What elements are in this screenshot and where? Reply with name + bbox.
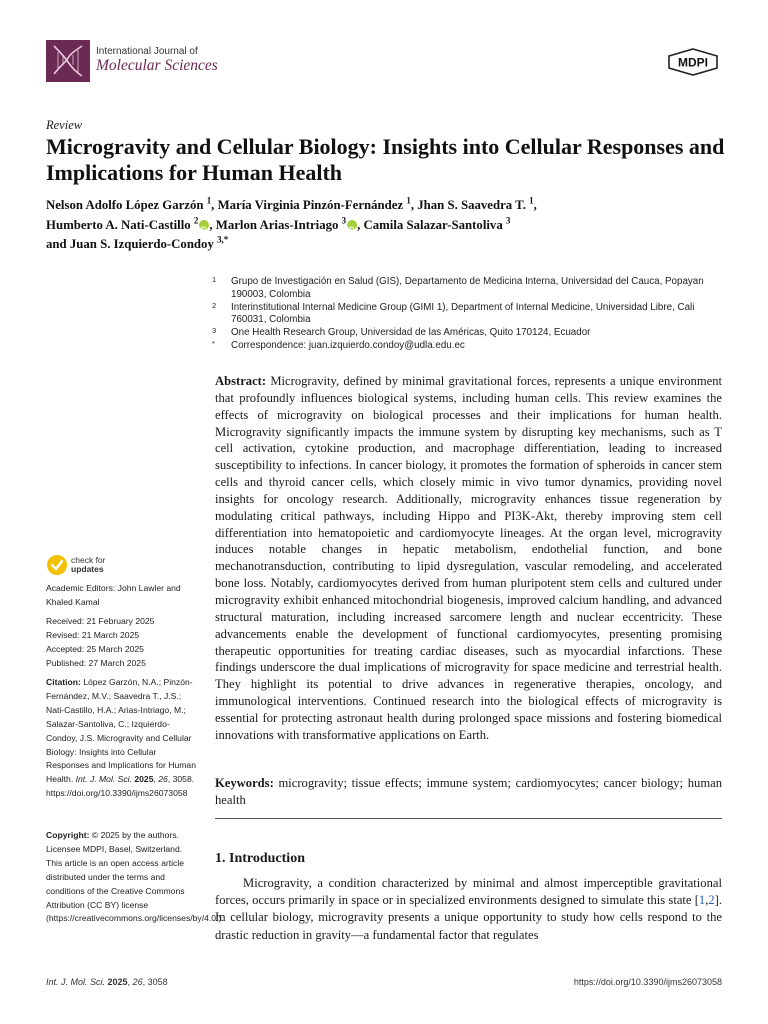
author-affil-sup: 1 [406,195,411,206]
citation-separator: , [705,893,709,908]
affiliation-text: Grupo de Investigación en Salud (GIS), Departamento de Medicina Interna, Universidad del Cauca, Popayan 190003, Colombia [231,276,704,300]
footer-citation: Int. J. Mol. Sci. 2025, 26, 3058 [46,977,168,987]
affiliation-item [212,327,732,340]
date-accepted: Accepted: 25 March 2025 [46,643,144,654]
affiliation-item [212,340,732,353]
author-name: María Virginia Pinzón-Fernández [217,198,404,212]
affiliation-number: * [212,338,215,348]
author-affil-sup: 3 [341,215,347,226]
footer-year: 2025 [107,977,128,987]
footer-page: , 3058 [142,977,168,987]
author-list: Nelson Adolfo López Garzón $^1$, María Virginia Pinzón-Fernández $^1$, Jhan S. Saavedra T. $^1$, Humberto A. Nati-Castillo $^2$iD , Marlon Arias-Intriago $^3$iD , Camila Salazar-Santoliva $^3$ and Juan S. Izquierdo-Condoy $^{3,*}$ [46,196,726,255]
orcid-icon[interactable] [199,220,209,230]
citation-link[interactable]: 1 [698,893,706,908]
orcid-icon[interactable] [347,220,357,230]
footer-volume: 26 [132,977,143,987]
journal-name-small: International Journal of [96,46,198,57]
citation-journal: Int. J. Mol. Sci. [75,774,132,785]
author-name: Jhan S. Saavedra T. [417,198,526,212]
footer-journal: Int. J. Mol. Sci. [46,977,106,987]
check-updates-line1: check for [71,555,106,565]
keywords-text: microgravity; tissue effects; immune system; cardiomyocytes; cancer biology; human health [215,776,723,807]
journal-logo-icon [46,40,90,82]
date-received: Received: 21 February 2025 [46,616,155,626]
copyright-text: © 2025 by the authors. Licensee MDPI, Basel, Switzerland. This article is an open access article distributed under the terms and conditions of the Creative Commons Attribution (CC BY) license (https://creativecommons.org/licenses/by/4.0/). [46,830,224,924]
affiliation-number: 1 [212,275,217,284]
publication-dates [46,615,196,671]
section-heading-introduction: 1. Introduction [215,851,305,866]
author-name: Humberto A. Nati-Castillo [46,217,191,232]
citation-block: Citation: López Garzón, N.A.; Pinzón-Fernández, M.V.; Saavedra T., J.S.; Nati-Castillo, H.A.; Arias-Intriago, M.; Salazar-Santoliva, C.; Izquierdo-Condoy, J.S. Microgravity and Cellular Biology: Insights into Cellular Responses and Implications for Human Health. Int. J. Mol. Sci. 2025, 26, 3058. https://doi.org/10.3390/ijms26073058 [46,677,196,799]
abstract-text: Microgravity, defined by minimal gravitational forces, represents a unique environment that profoundly influences biological systems, including human cells. This review examines the effects of microgravity on biological processes and their implications for human health. Microgravity significantly impacts the immune system by disrupting key mechanisms, such as T cell activation, cytokine production, and macrophage differentiation, leading to increased susceptibility to infections. In cancer biology, it promotes the formation of spheroids in cancer stem cells and thyroid cancer cells, which closely mimic in vivo tumor dynamics, providing novel insights for oncology research. Additionally, microgravity enhances tissue regeneration by modulating critical pathways, including Hippo and PI3K-Akt, thereby improving stem cell differentiation into hematopoietic and cardiomyocyte lineages. At the organ level, microgravity induces notable changes in hepatic metabolism, endothelial function, and bone mechanotransduction, contributing to lipid dysregulation, vascular remodeling, and accelerated bone loss. Notably, cardiomyocytes derived from human pluripotent stem cells and cultured under microgravity exhibit enhanced mitochondrial biogenesis, improved calcium handling, and advanced structural maturation, including increased sarcomere length and nuclear eccentricity. These advancements enable the development of functional cardiomyocytes, presenting promising therapeutic opportunities for treating cardiac diseases, such as myocardial infarctions. These findings underscore the dual implications of microgravity for space medicine and terrestrial health. They highlight its potential to drive advances in regenerative therapies, oncology, and immunological interventions. Continued research into the biological effects of microgravity is essential for protecting astronaut health during prolonged space missions and fostering biomedical innovations with transformative applications on Earth. [215,374,723,742]
author-affil-sup: 1 [529,195,534,206]
citation-volume: 26 [158,774,168,785]
keywords-label: Keywords: [215,776,274,790]
author-name: Marlon Arias-Intriago [215,217,339,232]
section-divider [215,818,722,819]
abstract-label: Abstract: [215,374,267,388]
keywords [215,775,722,809]
check-updates-icon [46,554,68,576]
correspondence-text: Correspondence: juan.izquierdo.condoy@udla.edu.ec [231,339,465,351]
author-name: Juan S. Izquierdo-Condoy [69,237,214,251]
copyright-label: Copyright: [46,830,90,840]
author-affil-sup: 3 [505,215,511,226]
citation-year: 2025 [134,774,154,785]
date-published: Published: 27 March 2025 [46,657,146,668]
author-affil-sup: 1 [206,195,212,206]
intro-text: ]. In cellular biology, microgravity presents a unique opportunity to study how cells respond to the drastic reduction in gravity—a fundamental factor that regulates [215,893,722,942]
footer-doi-link[interactable]: https://doi.org/10.3390/ijms26073058 [573,977,722,987]
copyright-block [46,829,224,926]
affiliation-number: 2 [212,300,217,310]
affiliation-text: Interinstitutional Internal Medicine Group (GIMI 1), Department of Internal Medicine, Universidad Libre, Cali 760031, Colombia [231,301,695,326]
mdpi-logo-text: MDPI [678,55,708,70]
introduction-paragraph [215,875,722,944]
citation-text: López Garzón, N.A.; Pinzón-Fernández, M.V.; Saavedra T., J.S.; Nati-Castillo, H.A.; Arias-Intriago, M.; Salazar-Santoliva, C.; Izquierdo-Condoy, J.S. Microgravity and Cellular Biology: Insights into Cellular Responses and Implications for Human Health. [46,677,196,785]
check-updates-line2: updates [71,564,104,574]
intro-text: Microgravity, a condition characterized by minimal and almost imperceptible gravitational forces, occurs primarily in space or in specialized environments designed to simulate this state [ [215,876,722,908]
author-affil-sup: 2 [193,215,199,226]
article-title: Microgravity and Cellular Biology: Insights into Cellular Responses and Implications for Human Health [46,134,725,185]
article-type: Review [46,118,83,132]
check-for-updates-badge[interactable] [46,554,126,578]
academic-editors: Academic Editors: John Lawler and Khaled Kamal [46,583,181,607]
abstract [215,373,722,744]
mdpi-logo [664,48,722,76]
journal-name-big: Molecular Sciences [96,57,218,74]
affiliation-number: 3 [212,326,217,336]
affiliation-item [212,302,732,328]
citation-label: Citation: [46,677,81,687]
affiliations [212,276,732,353]
journal-name [96,46,218,74]
citation-link[interactable]: 2 [708,893,715,908]
affiliation-text: One Health Research Group, Universidad de las Américas, Quito 170124, Ecuador [231,327,591,339]
affiliation-item [212,276,732,302]
check-updates-text [71,556,106,574]
journal-header [46,40,722,84]
author-name: Camila Salazar-Santoliva [363,217,503,232]
citation-pages: , 3058. https://doi.org/10.3390/ijms26073058 [46,774,195,799]
author-name: Nelson Adolfo López Garzón [46,198,204,212]
author-affil-sup: 3,* [217,234,229,245]
date-revised: Revised: 21 March 2025 [46,629,140,640]
